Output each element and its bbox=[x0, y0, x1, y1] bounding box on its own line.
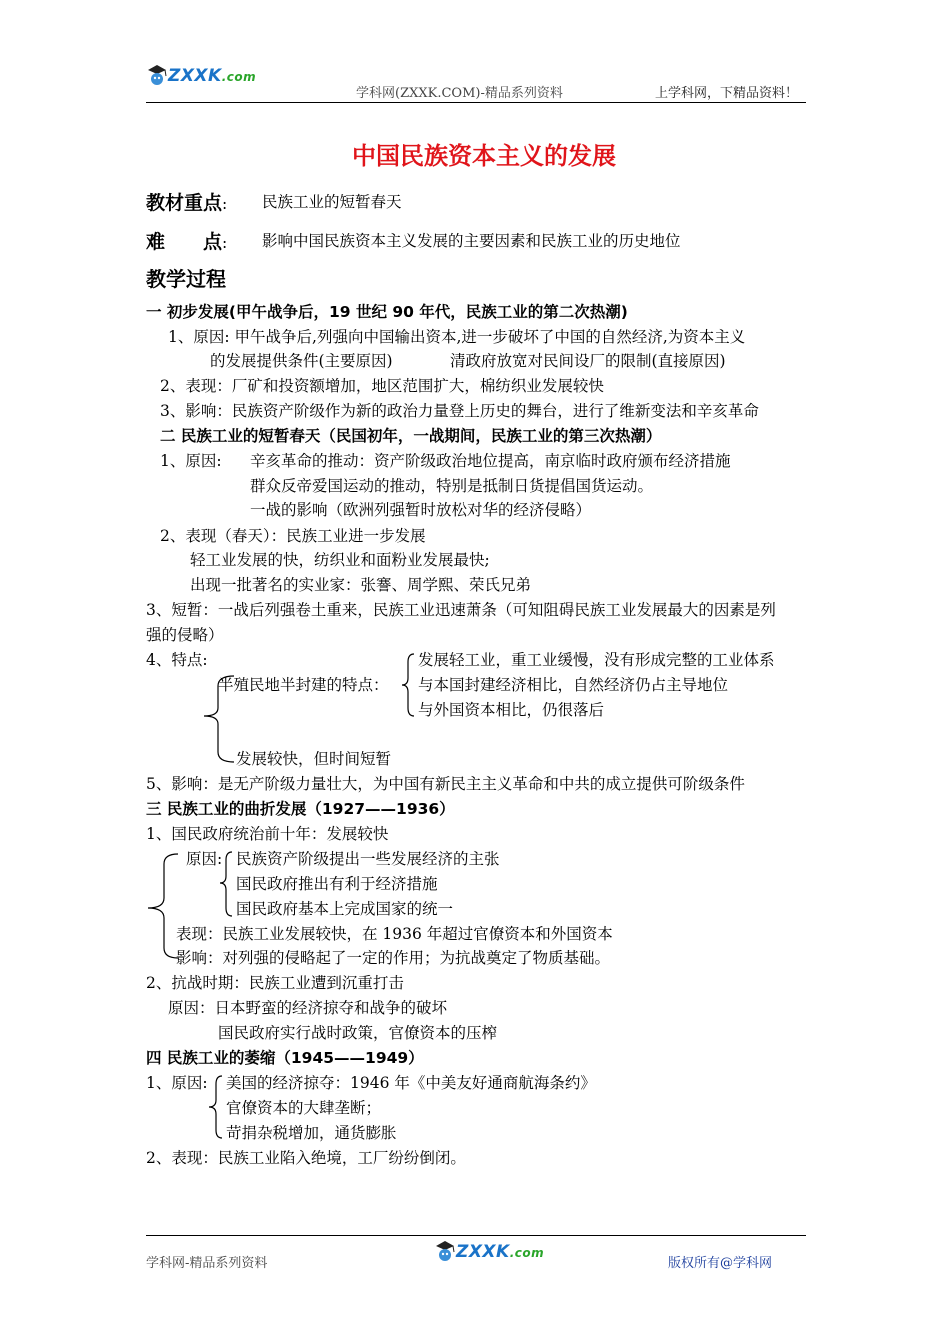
key-point-row bbox=[146, 188, 227, 215]
s2-feature-a: 发展轻工业，重工业缓慢，没有形成完整的工业体系 bbox=[418, 651, 775, 669]
header-logo bbox=[146, 64, 256, 88]
s2-feature-label: 4、特点: bbox=[146, 651, 208, 669]
mascot-icon bbox=[434, 1240, 456, 1264]
key-point-label: 教材重点 bbox=[146, 192, 223, 214]
s3-cause-3: 国民政府基本上完成国家的统一 bbox=[236, 900, 454, 918]
s4-cause-3: 苛捐杂税增加，通货膨胀 bbox=[226, 1124, 397, 1142]
s2-feature-fast: 发展较快，但时间短暂 bbox=[236, 750, 392, 768]
header-right-text: 上学科网，下精品资料！ bbox=[655, 86, 799, 101]
key-point-sep: : bbox=[222, 195, 228, 213]
s3-effect: 影响：对列强的侵略起了一定的作用；为抗战奠定了物质基础。 bbox=[176, 949, 611, 967]
difficult-point-label: 难 点 bbox=[146, 231, 223, 253]
s4-cause-1: 美国的经济掠夺：1946 年《中美友好通商航海条约》 bbox=[226, 1074, 596, 1092]
footer-right-text: 版权所有@学科网 bbox=[668, 1256, 773, 1271]
s2-effect: 5、影响：是无产阶级力量壮大，为中国有新民主主义革命和中共的成立提供可阶级条件 bbox=[146, 775, 745, 793]
brace-feature-large bbox=[200, 672, 236, 767]
s2-cause-3: 一战的影响（欧洲列强暂时放松对华的经济侵略） bbox=[250, 501, 592, 519]
s2-feature-b: 与本国封建经济相比，自然经济仍占主导地位 bbox=[418, 676, 729, 694]
brace-s3-outer bbox=[144, 850, 180, 962]
s3-cause-label: 原因: bbox=[186, 850, 223, 868]
s1-cause-direct: 清政府放宽对民间设厂的限制(直接原因) bbox=[450, 352, 726, 370]
s3-war-reason-2: 国民政府实行战时政策，官僚资本的压榨 bbox=[218, 1024, 498, 1042]
s3-war: 2、抗战时期：民族工业遭到沉重打击 bbox=[146, 974, 404, 992]
section-3-heading: 三 民族工业的曲折发展（1927——1936） bbox=[146, 800, 455, 818]
section-4-heading: 四 民族工业的萎缩（1945——1949） bbox=[146, 1049, 424, 1067]
page-title: 中国民族资本主义的发展 bbox=[352, 142, 616, 170]
s1-cause: 1、原因: 甲午战争后,列强向中国输出资本,进一步破坏了中国的自然经济,为资本主义 bbox=[168, 328, 746, 346]
s2-feature-c: 与外国资本相比，仍很落后 bbox=[418, 701, 605, 719]
s2-show-2: 出现一批著名的实业家：张謇、周学熙、荣氏兄弟 bbox=[190, 576, 532, 594]
s3-war-reason-1: 原因：日本野蛮的经济掠夺和战争的破坏 bbox=[168, 999, 448, 1017]
s1-cause-main: 的发展提供条件(主要原因) bbox=[210, 352, 393, 370]
s2-short-1: 3、短暂：一战后列强卷土重来，民族工业迅速萧条（可知阻碍民族工业发展最大的因素是列 bbox=[146, 601, 776, 619]
difficult-point-text: 影响中国民族资本主义发展的主要因素和民族工业的历史地位 bbox=[262, 232, 681, 250]
section-1-heading: 一 初步发展(甲午战争后，19 世纪 90 年代，民族工业的第二次热潮) bbox=[146, 303, 628, 321]
header-center-text: 学科网(ZXXK.COM)-精品系列资料 bbox=[356, 86, 563, 101]
header-rule bbox=[146, 102, 806, 103]
s2-short-2: 强的侵略） bbox=[146, 626, 224, 644]
s3-decade: 1、国民政府统治前十年：发展较快 bbox=[146, 825, 389, 843]
mascot-icon bbox=[146, 64, 168, 88]
footer-left-text: 学科网-精品系列资料 bbox=[146, 1256, 268, 1271]
footer-rule bbox=[146, 1235, 806, 1236]
s3-cause-1: 民族资产阶级提出一些发展经济的主张 bbox=[236, 850, 500, 868]
brace-s4-causes bbox=[206, 1072, 224, 1142]
s4-show: 2、表现：民族工业陷入绝境，工厂纷纷倒闭。 bbox=[146, 1149, 466, 1167]
key-point-text: 民族工业的短暂春天 bbox=[262, 193, 402, 211]
s2-cause-1: 辛亥革命的推动：资产阶级政治地位提高，南京临时政府颁布经济措施 bbox=[250, 452, 731, 470]
s4-cause-2: 官僚资本的大肆垄断； bbox=[226, 1099, 382, 1117]
s4-cause-label: 1、原因: bbox=[146, 1074, 208, 1092]
s2-feature-semi: 半殖民地半封建的特点： bbox=[218, 676, 389, 694]
s2-cause-2: 群众反帝爱国运动的推动，特别是抵制日货提倡国货运动。 bbox=[250, 477, 654, 495]
s2-cause-label: 1、原因: bbox=[160, 452, 222, 470]
footer-logo bbox=[434, 1240, 544, 1264]
footer-logo-text: ZXXK bbox=[456, 1242, 510, 1262]
s3-cause-2: 国民政府推出有利于经济措施 bbox=[236, 875, 438, 893]
brace-feature-small bbox=[400, 650, 418, 720]
difficult-point-sep: : bbox=[222, 234, 228, 252]
s2-show: 2、表现（春天）：民族工业进一步发展 bbox=[160, 527, 426, 545]
logo-text: ZXXK bbox=[168, 66, 222, 86]
brace-s3-causes bbox=[218, 848, 234, 920]
s3-show: 表现：民族工业发展较快，在 1936 年超过官僚资本和外国资本 bbox=[176, 925, 613, 943]
s2-show-1: 轻工业发展的快，纺织业和面粉业发展最快; bbox=[190, 551, 490, 569]
s1-effect: 3、影响：民族资产阶级作为新的政治力量登上历史的舞台，进行了维新变法和辛亥革命 bbox=[160, 402, 759, 420]
s1-show: 2、表现：厂矿和投资额增加，地区范围扩大，棉纺织业发展较快 bbox=[160, 377, 604, 395]
footer-logo-suffix: .com bbox=[509, 1246, 545, 1260]
process-heading: 教学过程 bbox=[146, 267, 226, 291]
section-2-heading: 二 民族工业的短暂春天（民国初年，一战期间，民族工业的第三次热潮） bbox=[160, 427, 662, 445]
difficult-point-row bbox=[146, 227, 227, 254]
logo-suffix: .com bbox=[221, 70, 257, 84]
